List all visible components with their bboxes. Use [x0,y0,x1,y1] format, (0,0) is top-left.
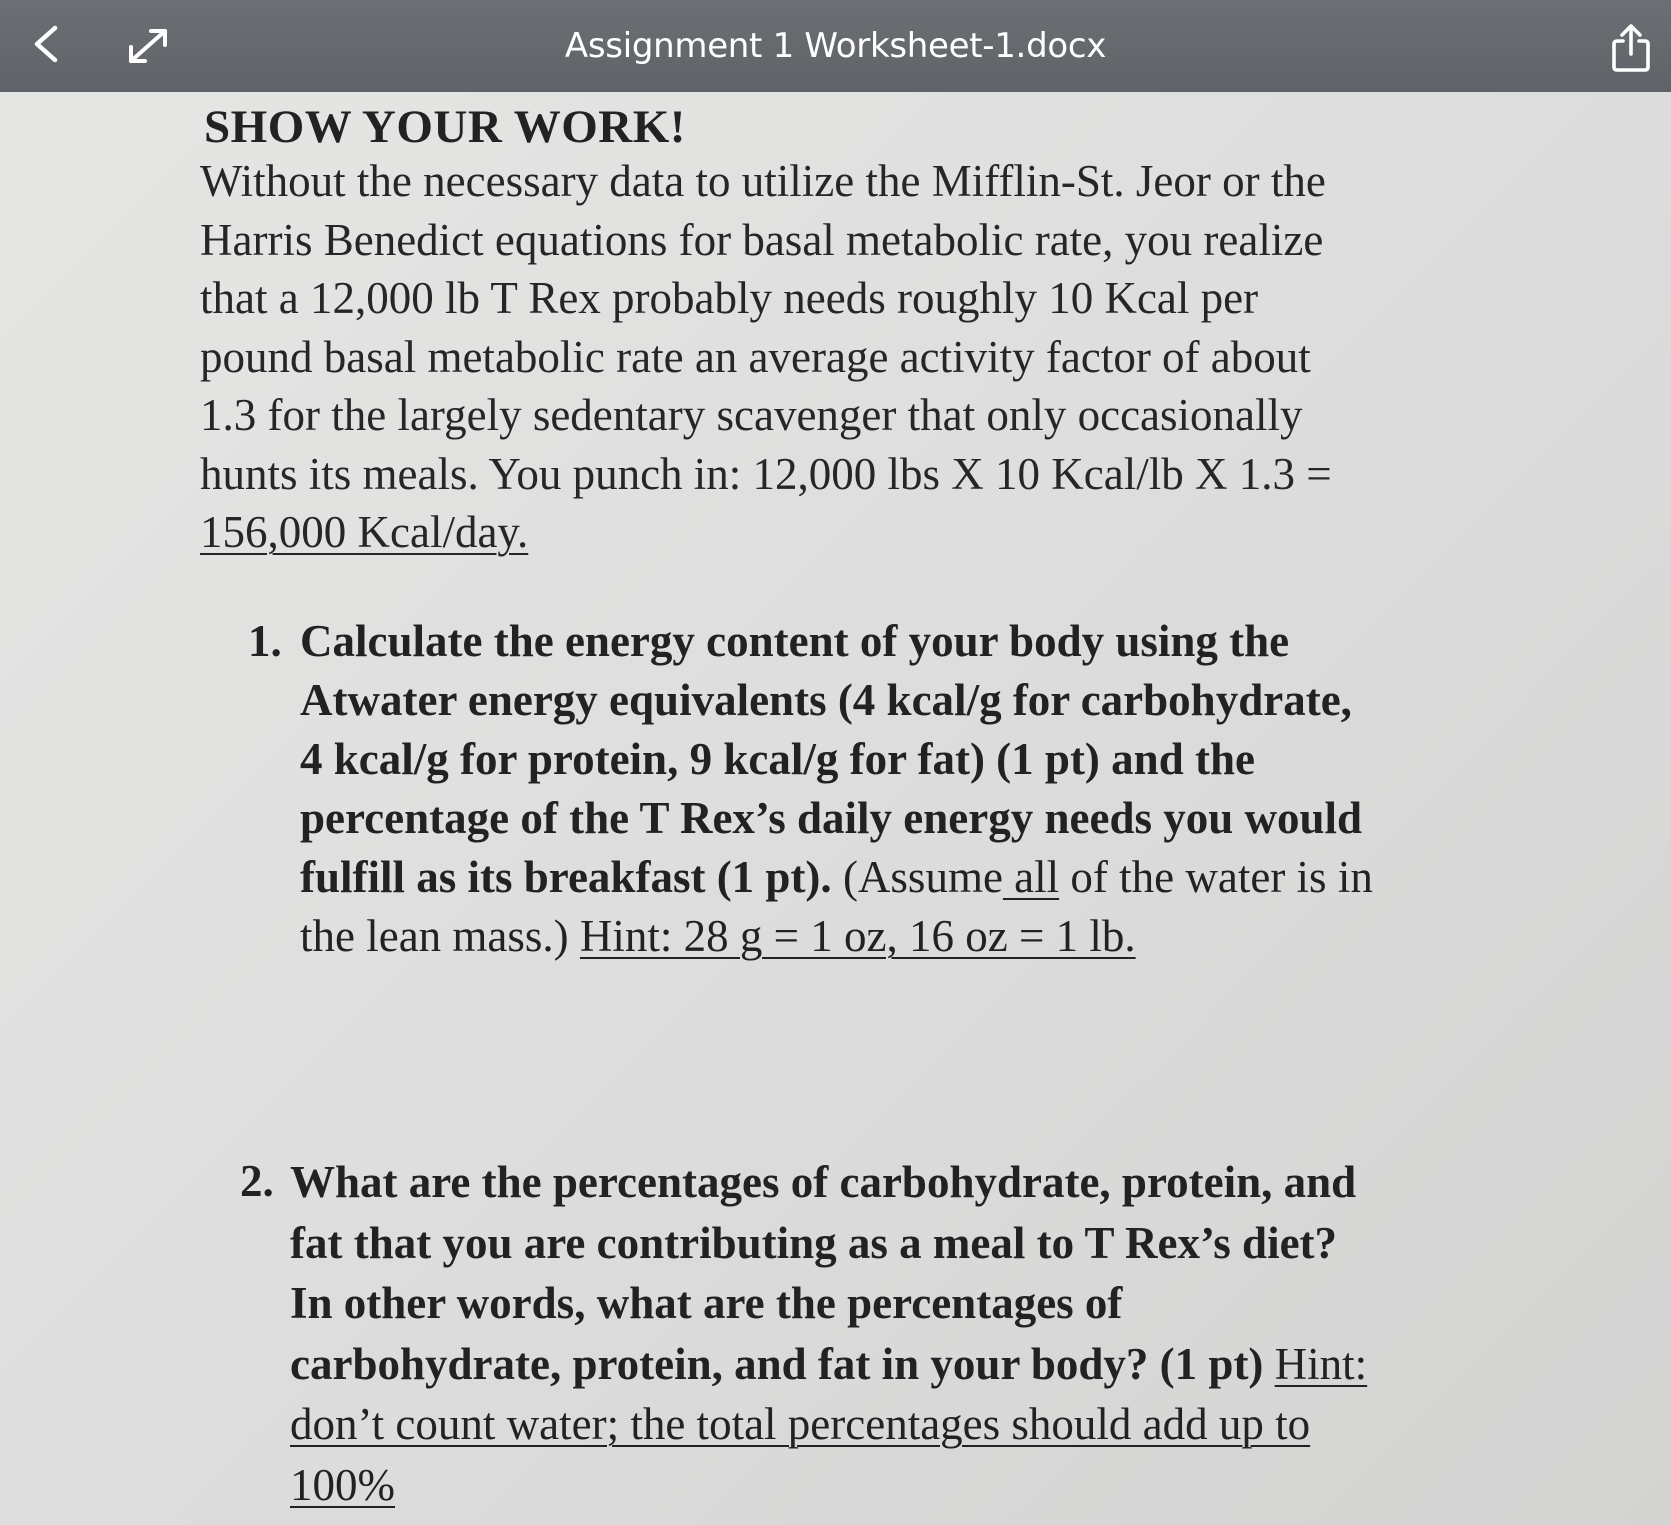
question-1-assume-text: (Assume [831,852,1003,902]
question-2-line: carbohydrate, protein, and fat in your body? (1 pt) [290,1338,1275,1389]
document-toolbar [0,0,1671,92]
question-2-number: 2. [240,1156,274,1206]
question-2-hint: 100% [290,1459,395,1510]
share-icon [1609,22,1653,74]
question-2-line: In other words, what are the percentages of [290,1278,1123,1328]
intro-line: 1.3 for the largely sedentary scavenger that only occasionally [200,390,1303,440]
intro-paragraph [200,152,1520,562]
document-page[interactable] [0,92,1671,1525]
question-1-lean-mass-text: the lean mass.) [300,911,580,961]
question-1-all-underlined: all [1002,852,1060,902]
question-1-line: Calculate the energy content of your body using the [300,616,1290,666]
share-button[interactable] [1604,18,1658,78]
question-1-hint: Hint: 28 g = 1 oz, 16 oz = 1 lb. [579,911,1136,961]
question-1-line: Atwater energy equivalents (4 kcal/g for carbohydrate, [300,675,1352,725]
intro-line: Without the necessary data to utilize the Mifflin-St. Jeor or the [200,156,1326,206]
question-2-line: What are the percentages of carbohydrate, protein, and [290,1157,1357,1207]
question-2-text [290,1152,1610,1515]
question-1-number: 1. [248,616,282,666]
intro-line: pound basal metabolic rate an average activity factor of about [200,331,1311,382]
document-title: Assignment 1 Worksheet-1.docx [564,26,1107,66]
question-2-hint-label: Hint: [1274,1338,1368,1389]
question-1-water-text: of the water is in [1059,852,1373,902]
question-1-line: 4 kcal/g for protein, 9 kcal/g for fat) (1 pt) and the [300,734,1255,784]
intro-line: Harris Benedict equations for basal metabolic rate, you realize [200,214,1324,265]
intro-line: that a 12,000 lb T Rex probably needs roughly 10 Kcal per [200,273,1259,323]
intro-result: 156,000 Kcal/day. [200,507,529,557]
question-1-line: percentage of the T Rex’s daily energy needs you would [300,793,1363,843]
intro-line: hunts its meals. You punch in: 12,000 lbs X 10 Kcal/lb X 1.3 = [200,448,1332,499]
question-2-hint: don’t count water; the total percentages should add up to [290,1399,1311,1449]
worksheet-heading: SHOW YOUR WORK! [204,101,686,153]
question-1-text [300,612,1600,966]
question-2-line: fat that you are contributing as a meal to T Rex’s diet? [290,1217,1338,1268]
question-1-line: fulfill as its breakfast (1 pt). [300,852,832,902]
